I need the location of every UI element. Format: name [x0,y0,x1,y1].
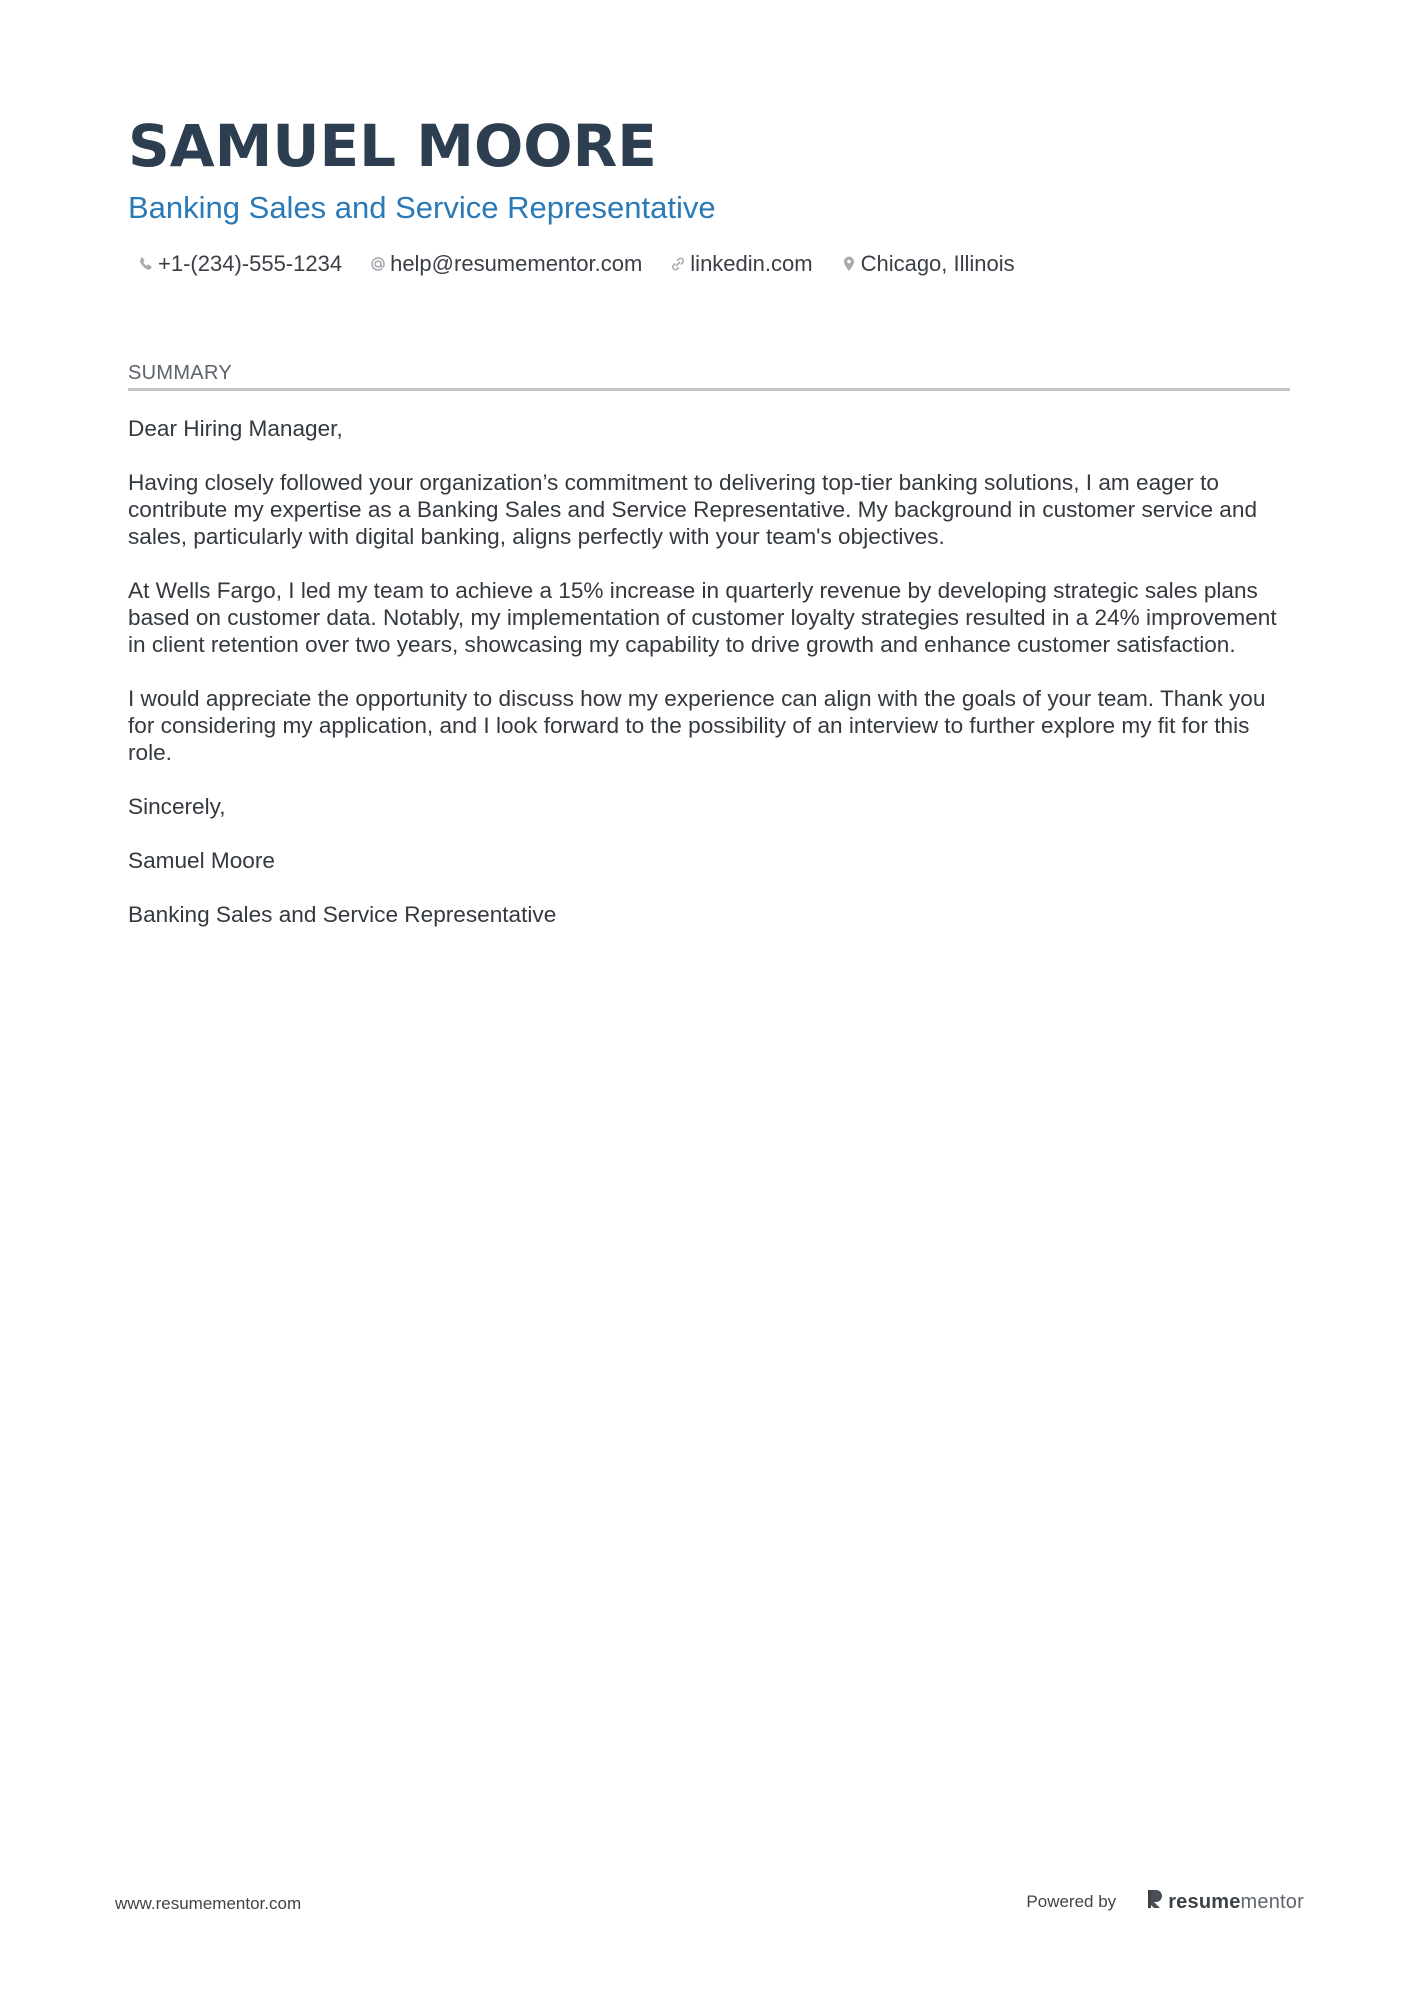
linkedin-link: linkedin.com [690,251,813,276]
brand-logo [1146,1888,1304,1915]
brand-wordmark-light: mentor [1240,1890,1304,1913]
salutation: Dear Hiring Manager, [128,416,343,441]
resumementor-logo-icon [1146,1888,1164,1915]
signature-name: Samuel Moore [128,848,275,873]
summary-heading: SUMMARY [128,362,232,384]
job-title: Banking Sales and Service Representative [128,190,716,225]
powered-by-label: Powered by [1026,1891,1117,1911]
sign-off: Sincerely, [128,794,226,819]
brand-wordmark [1168,1890,1304,1914]
contact-email [368,250,642,278]
paragraph-experience: At Wells Fargo, I led my team to achieve a 15% increase in quarterly revenue by developing strategic sales plans based on customer data. Notably, my implementation of customer loyalty strategies resulted in a 24% improvement in client retention over two years, showcasing my capability to drive growth and enhance customer satisfaction. [128,578,1277,657]
location-pin-icon [839,254,859,274]
link-icon [668,254,688,274]
contact-linkedin [668,250,812,278]
letter-body [128,415,1290,955]
signature-title: Banking Sales and Service Representative [128,902,557,927]
footer-branding [1026,1888,1304,1915]
location: Chicago, Illinois [860,251,1015,276]
phone-icon [136,254,156,274]
candidate-name: SAMUEL MOORE [128,112,657,180]
contact-bar [136,248,1290,280]
at-icon [368,254,388,274]
header [128,112,1290,280]
brand-wordmark-bold: resume [1168,1890,1241,1913]
email-address: help@resumementor.com [390,251,643,276]
paragraph-closing: I would appreciate the opportunity to discuss how my experience can align with the goals of your team. Thank you for considering my application, and I look forward to the possibility of an interview to further explore my fit for this role. [128,686,1266,765]
contact-phone [136,250,342,278]
contact-location [839,250,1015,278]
footer-website: www.resumementor.com [115,1894,302,1913]
section-divider [128,388,1290,391]
phone-number: +1-(234)-555-1234 [158,251,343,276]
paragraph-intro: Having closely followed your organization’s commitment to delivering top-tier banking solutions, I am eager to contribute my expertise as a Banking Sales and Service Representative. My background in customer service and sales, particularly with digital banking, aligns perfectly with your team's objectives. [128,470,1258,549]
